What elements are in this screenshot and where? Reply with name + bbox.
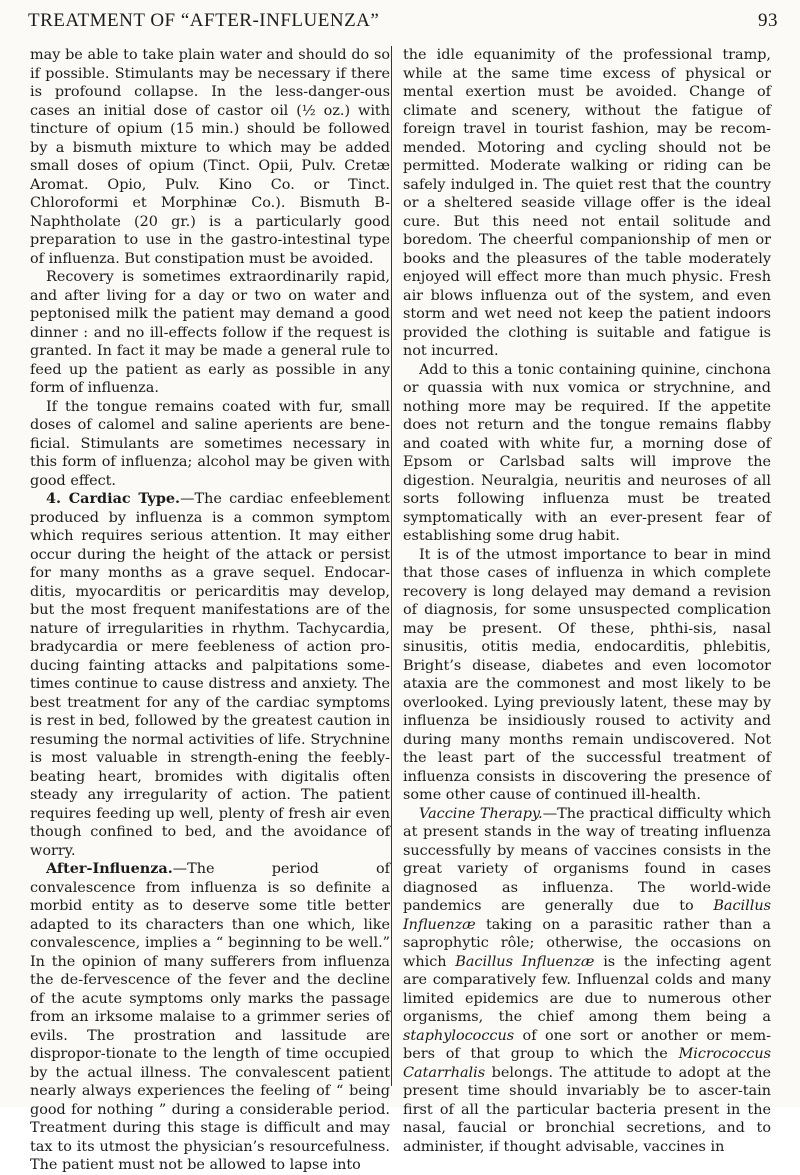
text-run: taking on a parasitic rather than a saprophytic rôle; otherwise, the occasions on which	[403, 916, 771, 970]
italic-term: Micrococcus Catarrhalis	[403, 1046, 771, 1081]
section-heading: After-Influenza.	[46, 860, 173, 877]
paragraph-vaccine-therapy	[403, 805, 771, 1157]
section-heading: Vaccine Therapy.	[419, 805, 543, 822]
left-column	[30, 46, 390, 1175]
paragraph: It is of the utmost importance to bear in mind that those cases of influenza in which complete recovery is long delayed may demand a revision of diagnosis, for some unsuspected complication may be present. Of these, phthi-sis, nasal sinusitis, otitis media, endocarditis, phlebitis, Bright’s disease, diabetes and even locomotor ataxia are the commonest and most likely to be overlooked. Lying previously latent, these may by influenza be insidiously roused to activity and during many months remain undiscovered. Not the least part of the successful treatment of influenza consists in discovering the presence of some other cause of continued ill-health.	[403, 546, 771, 803]
paragraph: If the tongue remains coated with fur, small doses of calomel and saline aperients are bene-ficial. Stimulants are sometimes necessary in this form of influenza; alcohol may be given with good effect.	[30, 398, 390, 489]
paragraph-body: —The cardiac enfeeblement produced by influenza is a common symptom which requires serious attention. It may either occur during the height of the attack or persist for many months as a grave sequel. Endocar-ditis, myocarditis or pericarditis may develop, but the most frequent manifestations are of the nature of irregularities in rhythm. Tachycardia, bradycardia or mere feebleness of action pro-ducing fainting attacks and palpitations some-times continue to cause distress and anxiety. The best treatment for any of the cardiac symptoms is rest in bed, followed by the greatest caution in resuming the normal activities of life. Strychnine is most valuable in strength-ening the feebly-beating heart, bromides with digitalis often steady any irregularity of action. The patient requires feeding up well, plenty of fresh air even though confined to bed, and the avoidance of worry.	[30, 491, 390, 859]
italic-term: staphylococcus	[403, 1027, 515, 1044]
italic-term: Bacillus Influenzæ	[455, 953, 595, 970]
running-title: TREATMENT OF “AFTER-INFLUENZA”	[28, 10, 380, 31]
paragraph: Recovery is sometimes extraordinarily rapid, and after living for a day or two on water and peptonised milk the patient may demand a good dinner : and no ill-effects follow if the request is granted. In fact it may be made a general rule to feed up the patient as early as possible in any form of influenza.	[30, 269, 390, 396]
paragraph-cardiac-type	[30, 490, 390, 860]
text-run: belongs. The attitude to adopt at the present time should invariably be to ascer-tain first of all the particular bacteria present in the nasal, faucial or bronchial secretions, and to administer, if thought advisable, vaccines in	[403, 1064, 771, 1155]
paragraph: the idle equanimity of the professional tramp, while at the same time excess of physical or mental exertion must be avoided. Change of climate and scenery, without the fatigue of foreign travel in tourist fashion, may be recom-mended. Motoring and cycling should not be permitted. Moderate walking or riding can be safely indulged in. The quiet rest that the country or a sheltered seaside village offer is the ideal cure. But this need not entail solitude and boredom. The cheerful companionship of men or books and the pleasures of the table moderately enjoyed will effect more than much physic. Fresh air blows influenza out of the system, and even storm and wet need not keep the patient indoors provided the clothing is suitable and fatigue is not incurred.	[403, 47, 771, 359]
right-column	[403, 46, 771, 1156]
paragraph-after-influenza	[30, 860, 390, 1175]
page-header	[28, 10, 778, 36]
italic-term: Bacillus Influenzæ	[403, 898, 771, 933]
paragraph-body: —The period of convalescence from influenza is so definite a morbid entity as to deserve some title better adapted to its characters than one which, like convalescence, implies a “ beginning to be well.” In the opinion of many sufferers from influenza the de-fervescence of the fever and the decline of the acute symptoms only marks the passage from an irksome malaise to a grimmer series of evils. The prostration and lassitude are dispropor-tionate to the length of time occupied by the actual illness. The convalescent patient nearly always experiences the feeling of “ being good for nothing ” during a considerable period. Treatment during this stage is difficult and may tax to its utmost the physician’s resourcefulness. The patient must not be allowed to lapse into	[30, 861, 390, 1173]
paragraph: Add to this a tonic containing quinine, cinchona or quassia with nux vomica or strychnine, and nothing more may be required. If the appetite does not return and the tongue remains flabby and coated with white fur, a morning dose of Epsom or Carlsbad salts will improve the digestion. Neuralgia, neuritis and neuroses of all sorts following influenza must be treated symptomatically with an ever-present fear of establishing some drug habit.	[403, 361, 771, 544]
column-divider	[391, 46, 392, 1086]
text-run: is the infecting agent are comparatively few. Influenzal colds and many limited epidemics are due to numerous other organisms, the chief among them being a	[403, 953, 772, 1025]
page-number: 93	[758, 10, 778, 31]
paragraph: may be able to take plain water and should do so if possible. Stimulants may be necessary if there is profound collapse. In the less-danger-ous cases an initial dose of castor oil (½ oz.) with tincture of opium (15 min.) should be followed by a bismuth mixture to which may be added small doses of opium (Tinct. Opii, Pulv. Cretæ Aromat. Opio, Pulv. Kino Co. or Tinct. Chloroformi et Morphinæ Co.). Bismuth B-Naphtholate (20 gr.) is a particularly good preparation to use in the gastro-intestinal type of influenza. But constipation must be avoided.	[30, 47, 390, 267]
text-run: of one sort or another or mem-bers of that group to which the	[403, 1027, 771, 1062]
text-run: —The practical difficulty which at present stands in the way of treating influenza successfully by means of vaccines consists in the great variety of organisms found in cases diagnosed as influenza. The world-wide pandemics are generally due to	[403, 805, 771, 914]
section-heading: 4. Cardiac Type.	[46, 490, 181, 507]
